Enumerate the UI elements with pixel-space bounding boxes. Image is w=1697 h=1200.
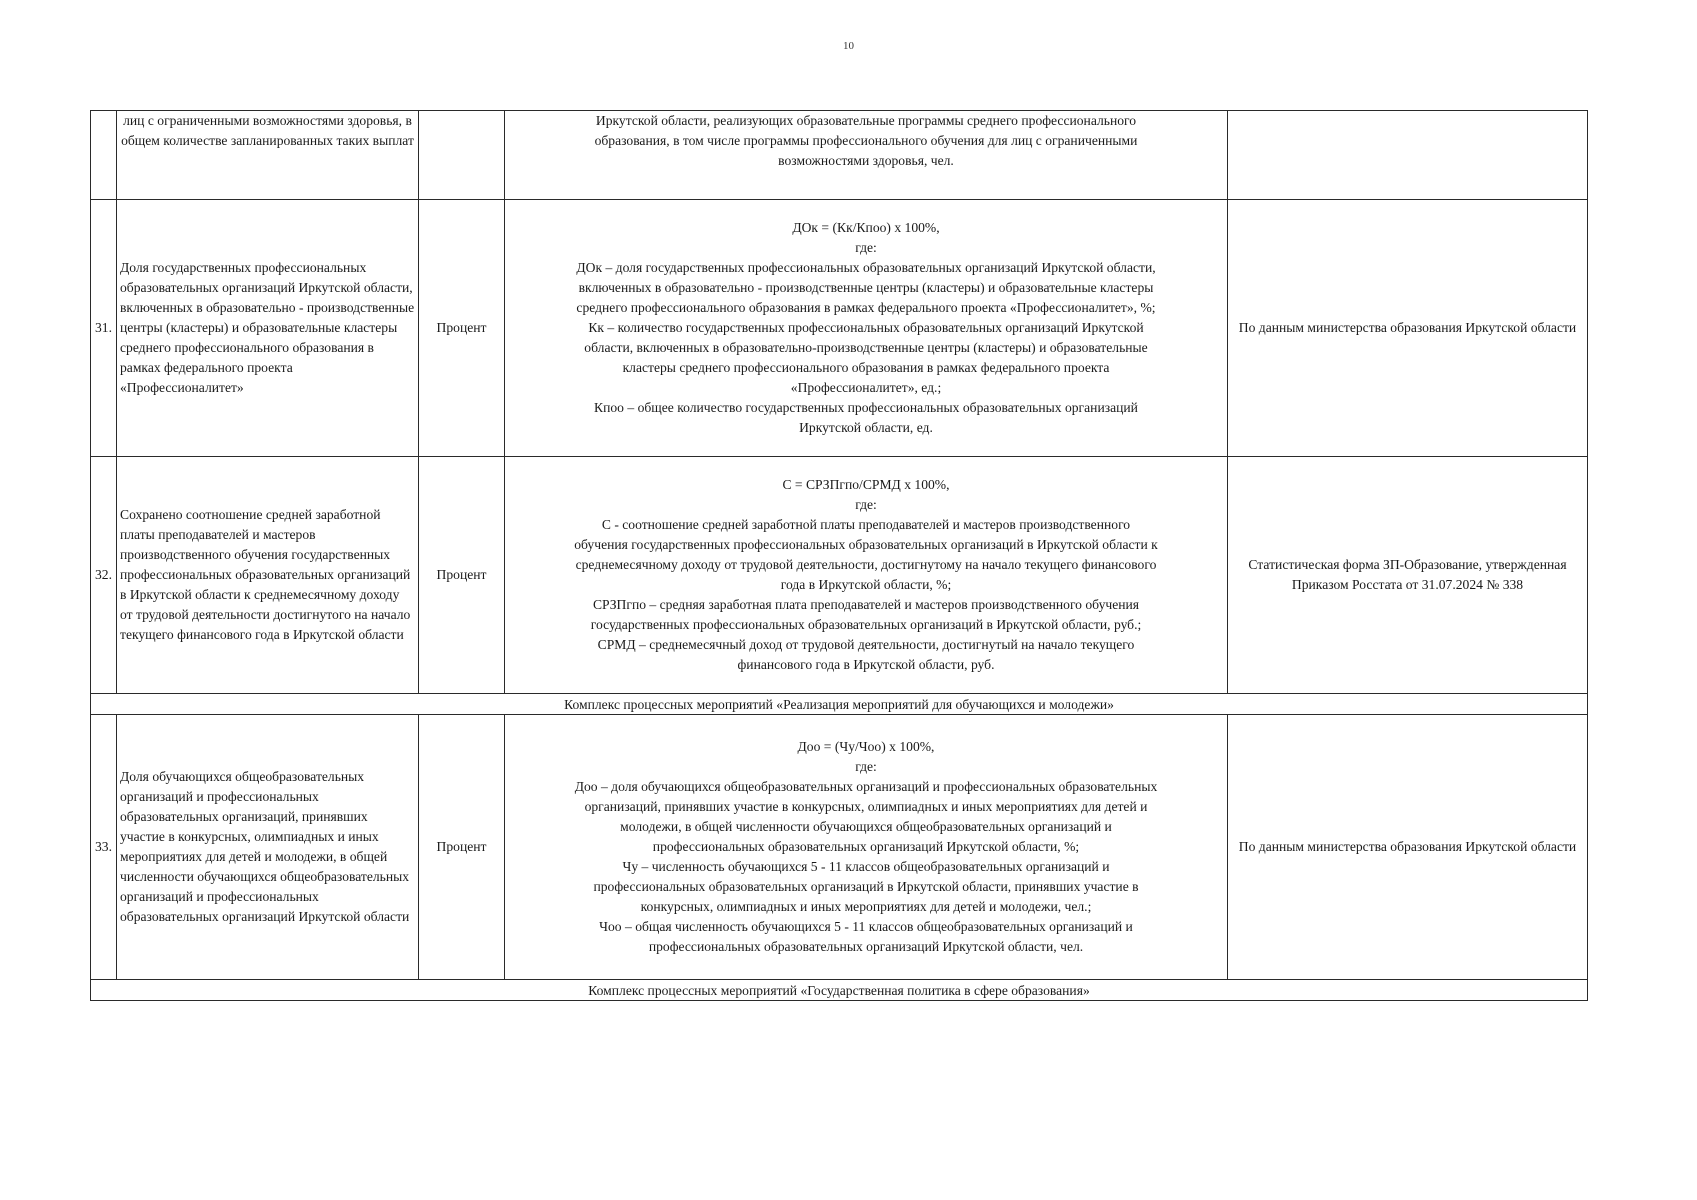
- formula-line: С - соотношение средней заработной платы преподавателей и мастеров производственного: [601, 517, 1131, 532]
- source-cell: [1228, 200, 1588, 457]
- indicator-name-cell: [117, 715, 419, 980]
- formula-line: обучения государственных профессиональных образовательных организаций в Иркутской области к: [574, 537, 1158, 552]
- formula-expression: С = СРЗПгпо/СРМД х 100%,: [782, 477, 950, 492]
- unit-cell: [419, 111, 505, 200]
- formula-line: Кк – количество государственных профессиональных образовательных организаций Иркутской: [588, 320, 1144, 335]
- source-cell: [1228, 457, 1588, 694]
- formula-line: Кпоо – общее количество государственных профессиональных образовательных организаций: [594, 400, 1138, 415]
- formula-where-label: где:: [855, 240, 877, 255]
- formula-cell: [505, 200, 1228, 457]
- indicator-name-cell: [117, 457, 419, 694]
- table-row-continuation: [91, 111, 1588, 200]
- indicators-table: [90, 110, 1588, 1001]
- formula-line: «Профессионалитет», ед.;: [790, 380, 942, 395]
- formula-line: включенных в образовательно - производственные центры (кластеры) и образовательные кластеры: [578, 280, 1154, 295]
- page-number: 10: [843, 40, 854, 52]
- formula-line: СРЗПгпо – средняя заработная плата преподавателей и мастеров производственного обучения: [592, 597, 1140, 612]
- formula-line: финансового года в Иркутской области, руб.: [737, 657, 995, 672]
- row-number: 33.: [91, 715, 117, 980]
- section-header-row: [91, 980, 1588, 1001]
- section-header-row: [91, 694, 1588, 715]
- table-row: [91, 457, 1588, 694]
- formula-line: Чоо – общая численность обучающихся 5 - 11 классов общеобразовательных организаций и: [599, 919, 1133, 934]
- data-source: По данным министерства образования Иркутской области: [1238, 320, 1577, 335]
- indicator-name: Сохранено соотношение средней заработной платы преподавателей и мастеров производственного обучения государственных профессиональных образовательных организаций в Иркутской области к среднемесячному доходу от трудовой деятельности достигнутого на начало текущего финансового года в Иркутской области: [120, 507, 411, 642]
- formula-line: профессиональных образовательных организаций Иркутской области, %;: [652, 839, 1080, 854]
- formula-where-label: где:: [855, 759, 877, 774]
- formula-cell: [505, 111, 1228, 200]
- source-cell: [1228, 111, 1588, 200]
- row-number: 32.: [91, 457, 117, 694]
- formula-line: СРМД – среднемесячный доход от трудовой деятельности, достигнутый на начало текущего: [597, 637, 1135, 652]
- formula-line: образования, в том числе программы профессионального обучения для лиц с ограниченными: [594, 133, 1138, 148]
- indicator-name-cell: [117, 200, 419, 457]
- data-source: Статистическая форма ЗП-Образование, утвержденная Приказом Росстата от 31.07.2024 № 338: [1248, 557, 1567, 592]
- indicator-name-cell: [117, 111, 419, 200]
- formula-line: государственных профессиональных образовательных организаций в Иркутской области, руб.;: [590, 617, 1142, 632]
- formula-line: возможностями здоровья, чел.: [778, 153, 954, 168]
- formula-line: среднемесячному доходу от трудовой деятельности, достигнутому на начало текущего финансового: [575, 557, 1157, 572]
- formula-line: Доо – доля обучающихся общеобразовательных организаций и профессиональных образовательных: [574, 779, 1158, 794]
- formula-line: года в Иркутской области, %;: [780, 577, 952, 592]
- table-row: [91, 715, 1588, 980]
- formula-line: Иркутской области, реализующих образовательные программы среднего профессионального: [595, 113, 1137, 128]
- formula-line: ДОк – доля государственных профессиональных образовательных организаций Иркутской области,: [576, 260, 1156, 275]
- data-source: По данным министерства образования Иркутской области: [1238, 839, 1577, 854]
- formula-line: профессиональных образовательных организаций Иркутской области, чел.: [648, 939, 1084, 954]
- formula-line: среднего профессионального образования в рамках федерального проекта «Профессионалитет», %;: [576, 300, 1156, 315]
- source-cell: [1228, 715, 1588, 980]
- formula-line: области, включенных в образовательно-производственные центры (кластеры) и образовательные: [584, 340, 1148, 355]
- formula-line: организаций, принявших участие в конкурсных, олимпиадных и иных мероприятиях для детей и: [584, 799, 1148, 814]
- formula-where-label: где:: [855, 497, 877, 512]
- row-number: 31.: [91, 200, 117, 457]
- formula-expression: Доо = (Чу/Чоо) х 100%,: [797, 739, 935, 754]
- formula-cell: [505, 715, 1228, 980]
- formula-line: конкурсных, олимпиадных и иных мероприятиях для детей и молодежи, чел.;: [640, 899, 1092, 914]
- row-number-cell: [91, 111, 117, 200]
- formula-line: Чу – численность обучающихся 5 - 11 классов общеобразовательных организаций и: [622, 859, 1110, 874]
- unit-of-measure: Процент: [419, 200, 505, 457]
- unit-of-measure: Процент: [419, 457, 505, 694]
- formula-expression: ДОк = (Кк/Кпоо) х 100%,: [792, 220, 940, 235]
- indicator-name: лиц с ограниченными возможностями здоровья, в общем количестве запланированных таких выплат: [121, 113, 414, 148]
- formula-line: Иркутской области, ед.: [799, 420, 933, 435]
- formula-line: профессиональных образовательных организаций в Иркутской области, принявших участие в: [593, 879, 1139, 894]
- section-title: Комплекс процессных мероприятий «Государственная политика в сфере образования»: [91, 980, 1588, 1001]
- table-row: [91, 200, 1588, 457]
- formula-line: молодежи, в общей численности обучающихся общеобразовательных организаций и: [620, 819, 1112, 834]
- section-title: Комплекс процессных мероприятий «Реализация мероприятий для обучающихся и молодежи»: [91, 694, 1588, 715]
- formula-line: кластеры среднего профессионального образования в рамках федерального проекта: [622, 360, 1110, 375]
- indicator-name: Доля государственных профессиональных образовательных организаций Иркутской области, включенных в образовательно - производственные центры (кластеры) и образовательные кластеры среднего профессионального образования в рамках федерального проекта «Профессионалитет»: [120, 260, 415, 395]
- formula-cell: [505, 457, 1228, 694]
- indicator-name: Доля обучающихся общеобразовательных организаций и профессиональных образовательных организаций, принявших участие в конкурсных, олимпиадных и иных мероприятиях для детей и молодежи, в общей численности обучающихся общеобразовательных организаций и профессиональных образовательных организаций Иркутской области: [120, 769, 410, 924]
- unit-of-measure: Процент: [419, 715, 505, 980]
